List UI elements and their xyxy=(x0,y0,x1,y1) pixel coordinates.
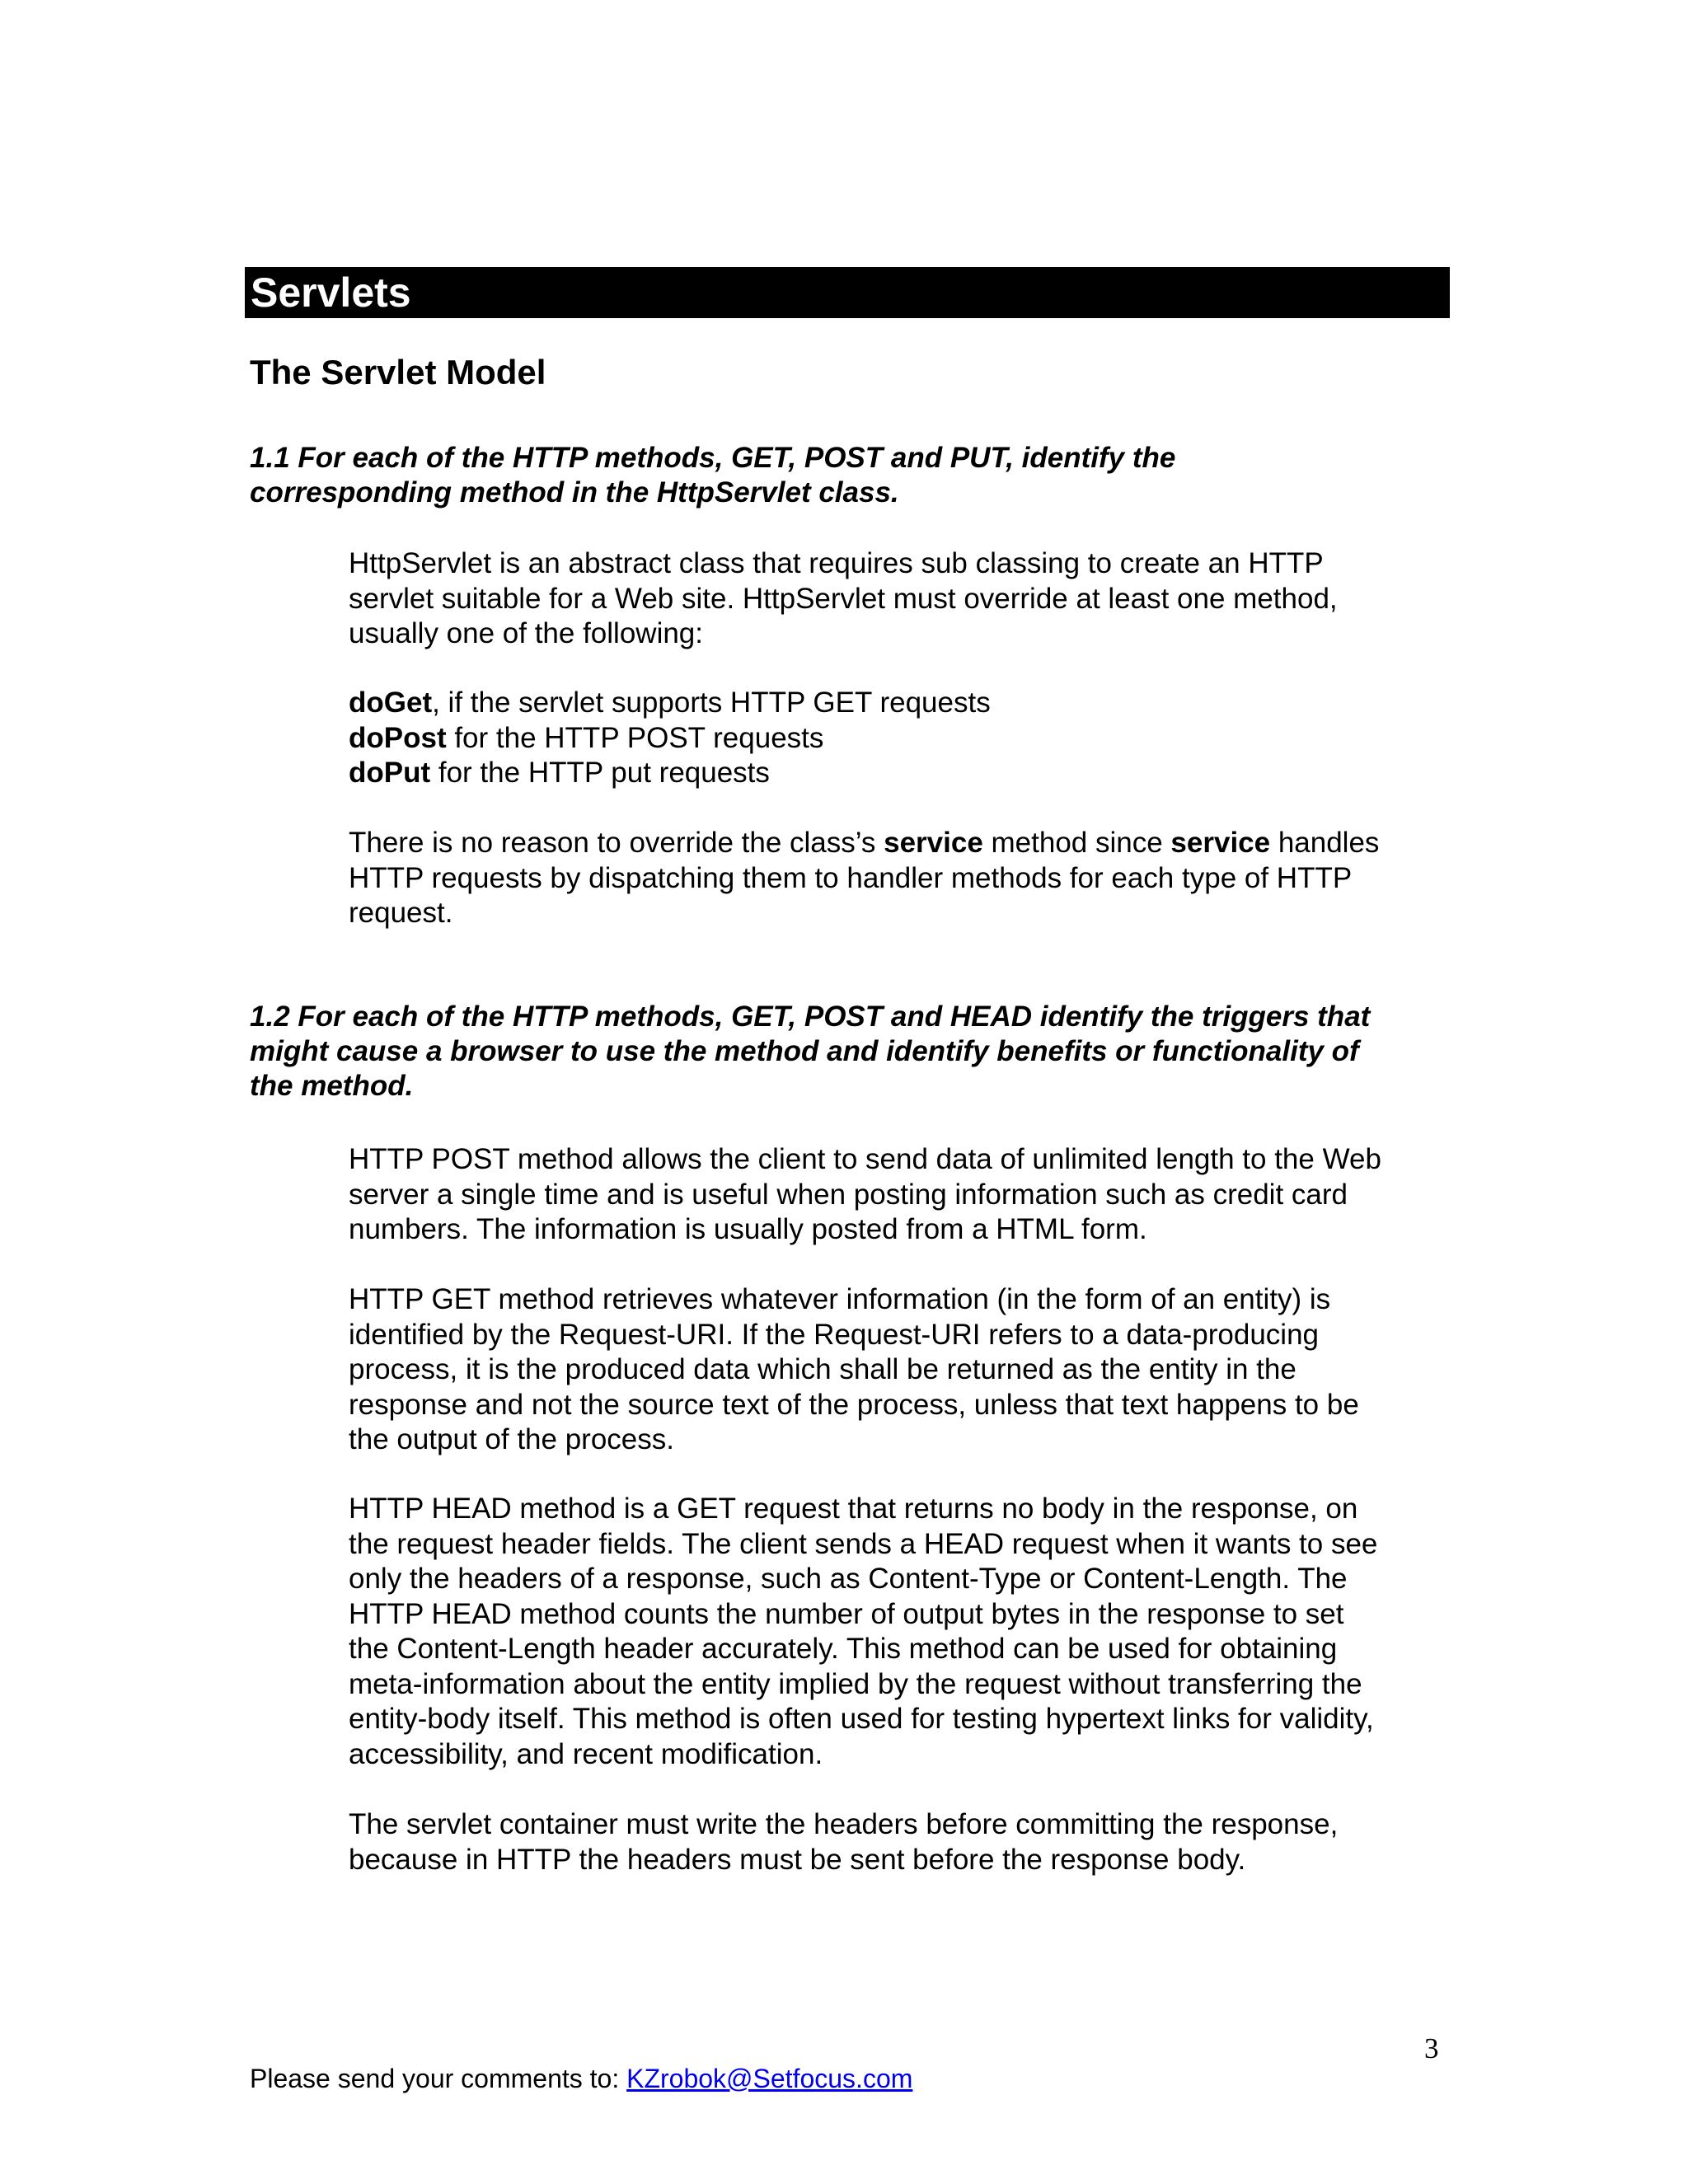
method-list-item xyxy=(349,686,1457,721)
paragraph-line: HTTP GET method retrieves whatever information (in the form of an entity) is xyxy=(349,1283,1331,1315)
paragraph-line: HTTP HEAD method is a GET request that returns no body in the response, on xyxy=(349,1493,1358,1525)
paragraph-line: request. xyxy=(349,897,453,929)
paragraph-line: identified by the Request-URI. If the Request-URI refers to a data-producing xyxy=(349,1318,1319,1351)
objective-line: 1.2 For each of the HTTP methods, GET, POST and HEAD identify the triggers that xyxy=(250,1001,1371,1033)
paragraph-servlet-container xyxy=(349,1807,1457,1877)
paragraph-line: HTTP HEAD method counts the number of output bytes in the response to set xyxy=(349,1597,1344,1630)
method-description: , if the servlet supports HTTP GET requests xyxy=(432,687,991,719)
paragraph-http-post xyxy=(349,1142,1457,1248)
paragraph-line: because in HTTP the headers must be sent before the response body. xyxy=(349,1843,1246,1876)
paragraph-line: HTTP requests by dispatching them to handler methods for each type of HTTP xyxy=(349,861,1353,894)
paragraph-http-get xyxy=(349,1282,1457,1458)
paragraph-line: servlet suitable for a Web site. HttpServlet must override at least one method, xyxy=(349,582,1338,615)
paragraph-line xyxy=(349,826,1457,861)
paragraph-line: The servlet container must write the headers before committing the response, xyxy=(349,1808,1339,1840)
bold-term: service xyxy=(1170,827,1271,859)
objective-line: might cause a browser to use the method and identify benefits or functionality of xyxy=(250,1035,1359,1067)
paragraph-line: server a single time and is useful when posting information such as credit card xyxy=(349,1178,1348,1211)
method-list xyxy=(349,686,1457,791)
method-name: doGet xyxy=(349,687,433,719)
paragraph-line: entity-body itself. This method is often used for testing hypertext links for validity, xyxy=(349,1703,1374,1735)
paragraph-line: meta-information about the entity implied by the request without transferring the xyxy=(349,1667,1362,1700)
method-list-item xyxy=(349,721,1457,757)
method-list-item xyxy=(349,756,1457,791)
objective-line: 1.1 For each of the HTTP methods, GET, POST and PUT, identify the xyxy=(250,442,1176,474)
paragraph-http-head xyxy=(349,1492,1457,1772)
paragraph-line: numbers. The information is usually posted from a HTML form. xyxy=(349,1213,1147,1245)
chapter-banner xyxy=(245,267,1450,318)
paragraph-line: process, it is the produced data which shall be returned as the entity in the xyxy=(349,1353,1296,1385)
objective-line: the method. xyxy=(250,1070,414,1102)
paragraph-line: HTTP POST method allows the client to send data of unlimited length to the Web xyxy=(349,1143,1381,1175)
paragraph-line: accessibility, and recent modification. xyxy=(349,1737,823,1770)
objective-1-1 xyxy=(250,441,1461,510)
text-run: method since xyxy=(982,827,1171,859)
footer-comments xyxy=(250,2062,912,2095)
paragraph-service-method xyxy=(349,826,1457,931)
paragraph-line: the output of the process. xyxy=(349,1423,674,1455)
paragraph-line: response and not the source text of the process, unless that text happens to be xyxy=(349,1388,1359,1421)
paragraph-line: the Content-Length header accurately. This method can be used for obtaining xyxy=(349,1633,1338,1665)
text-run: There is no reason to override the class’s xyxy=(349,827,884,859)
paragraph-line: only the headers of a response, such as Content-Type or Content-Length. The xyxy=(349,1563,1348,1595)
objective-line: corresponding method in the HttpServlet class. xyxy=(250,476,899,509)
email-link[interactable]: KZrobok@Setfocus.com xyxy=(626,2064,913,2093)
section-title: The Servlet Model xyxy=(250,353,546,391)
method-name: doPut xyxy=(349,757,431,789)
bold-term: service xyxy=(884,827,983,859)
objective-1-2 xyxy=(250,1000,1461,1104)
paragraph-line: usually one of the following: xyxy=(349,617,703,649)
page-number: 3 xyxy=(1424,2032,1439,2064)
chapter-title: Servlets xyxy=(251,269,411,316)
method-description: for the HTTP POST requests xyxy=(446,721,824,754)
method-description: for the HTTP put requests xyxy=(430,757,770,789)
paragraph-line: the request header fields. The client sends a HEAD request when it wants to see xyxy=(349,1527,1378,1560)
paragraph-httpservlet-intro xyxy=(349,546,1457,652)
text-run: handles xyxy=(1270,827,1380,859)
method-name: doPost xyxy=(349,721,447,754)
paragraph-line: HttpServlet is an abstract class that requires sub classing to create an HTTP xyxy=(349,547,1324,579)
footer-label: Please send your comments to: xyxy=(250,2064,627,2093)
